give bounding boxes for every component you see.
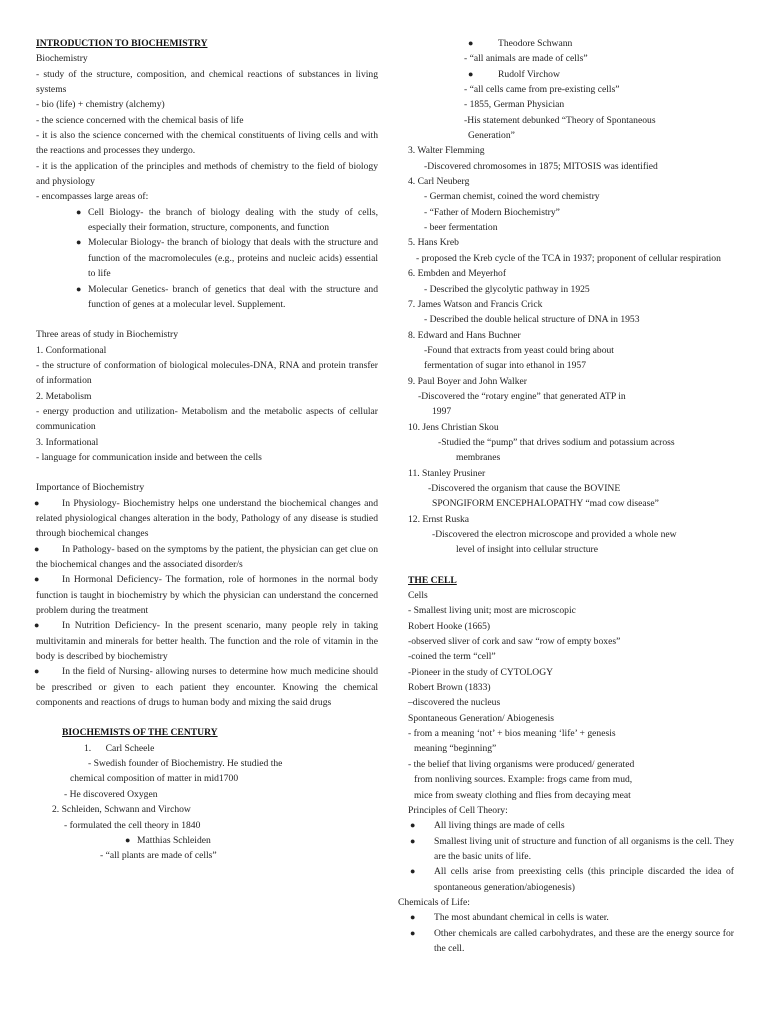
bullet-icon: ● bbox=[410, 866, 416, 877]
scientist-detail: -Found that extracts from yeast could bring about bbox=[424, 344, 614, 356]
trio-cont-list bbox=[408, 36, 734, 51]
bullet-icon: ● bbox=[410, 835, 416, 846]
cell-line: from nonliving sources. Example: frogs came from mud, bbox=[414, 774, 633, 786]
scientist-detail: - Described the glycolytic pathway in 1925 bbox=[424, 283, 590, 295]
three-areas-line: 2. Metabolism bbox=[36, 390, 92, 402]
scientist-name: 7. James Watson and Francis Crick bbox=[408, 298, 543, 310]
scientist-name: 6. Embden and Meyerhof bbox=[408, 268, 507, 280]
chem-heading: Chemicals of Life: bbox=[398, 896, 470, 908]
scientist-name: 8. Edward and Hans Buchner bbox=[408, 329, 521, 341]
bullet-icon: ● bbox=[468, 68, 474, 79]
scientist-detail: - “all animals are made of cells” bbox=[464, 53, 588, 65]
list-item: ● Molecular Genetics- branch of genetics that deal with the structure and function of genes at a molecular level. Supplement. bbox=[76, 283, 378, 310]
cell-line: Robert Hooke (1665) bbox=[408, 620, 491, 632]
scientist-detail: - “all plants are made of cells” bbox=[100, 850, 217, 862]
scientist-detail: - “Father of Modern Biochemistry” bbox=[424, 206, 560, 218]
scientist-detail: - He discovered Oxygen bbox=[64, 788, 158, 800]
bullet-icon: ● bbox=[410, 820, 416, 831]
list-item: ● Rudolf Virchow bbox=[498, 67, 734, 82]
intro-term: Biochemistry bbox=[36, 53, 88, 65]
bullet-icon: ● bbox=[34, 574, 40, 585]
bullet-icon: ● bbox=[34, 666, 40, 677]
cell-line: –discovered the nucleus bbox=[408, 697, 501, 709]
cell-line: Cells bbox=[408, 590, 428, 602]
cell-line: Robert Brown (1833) bbox=[408, 682, 491, 694]
scientist-detail: chemical composition of matter in mid1700 bbox=[70, 773, 239, 785]
scientist-name: 1. Carl Scheele bbox=[84, 742, 155, 754]
cell-line: -coined the term “cell” bbox=[408, 651, 496, 663]
list-item: ● In Nutrition Deficiency- In the present scenario, many people rely in taking multivitamin and minerals for better health. The function and the role of vitamin in the body is described by biochemistry bbox=[34, 620, 378, 663]
bullet-icon: ● bbox=[76, 283, 82, 294]
bullet-icon: ● bbox=[76, 237, 82, 248]
list-item: ● In Pathology- based on the symptoms by the patient, the physician can get clue on the biochemical changes and the associated disorder/s bbox=[34, 543, 378, 570]
scientist-detail: 1997 bbox=[432, 406, 452, 418]
left-column bbox=[36, 36, 378, 864]
scientist-detail: - beer fermentation bbox=[424, 222, 498, 234]
bullet-icon: ● bbox=[34, 620, 40, 631]
importance-heading: Importance of Biochemistry bbox=[36, 482, 145, 494]
cell-line: Principles of Cell Theory: bbox=[408, 804, 508, 816]
list-item: ● Theodore Schwann bbox=[498, 36, 734, 51]
scientist-detail: -Discovered the “rotary engine” that generated ATP in bbox=[418, 390, 626, 402]
scientist-detail: - formulated the cell theory in 1840 bbox=[64, 819, 201, 831]
scientist-detail: -Discovered chromosomes in 1875; MITOSIS was identified bbox=[424, 160, 658, 172]
cell-line: -Pioneer in the study of CYTOLOGY bbox=[408, 666, 554, 678]
scientist-detail: -Discovered the electron microscope and provided a whole new bbox=[432, 529, 677, 540]
trio-list bbox=[36, 833, 378, 848]
scientist-detail: Generation” bbox=[468, 130, 515, 142]
scientist-detail: -Studied the “pump” that drives sodium and potassium across bbox=[438, 436, 675, 448]
chem-list bbox=[408, 910, 734, 956]
scientist-detail: - Swedish founder of Biochemistry. He studied the bbox=[88, 758, 283, 770]
three-areas-heading: Three areas of study in Biochemistry bbox=[36, 329, 178, 341]
cell-line: - from a meaning ‘not’ + bios meaning ‘life’ + genesis bbox=[408, 728, 616, 740]
scientist-detail: fermentation of sugar into ethanol in 1957 bbox=[424, 360, 586, 372]
right-column bbox=[398, 36, 734, 956]
scientist-detail: membranes bbox=[456, 452, 501, 464]
scientist-detail: SPONGIFORM ENCEPHALOPATHY “mad cow disease” bbox=[432, 498, 659, 510]
list-item: ● Matthias Schleiden bbox=[137, 833, 378, 848]
scientist-detail: -Discovered the organism that cause the BOVINE bbox=[428, 482, 621, 494]
scientist-name: 4. Carl Neuberg bbox=[408, 176, 470, 188]
bullet-icon: ● bbox=[410, 927, 416, 938]
list-item: ● All living things are made of cells bbox=[434, 818, 734, 833]
areas-list bbox=[36, 205, 378, 312]
list-item: ● Other chemicals are called carbohydrates, and these are the energy source for the cell. bbox=[410, 927, 734, 954]
list-item: ● The most abundant chemical in cells is water. bbox=[434, 910, 734, 925]
importance-list bbox=[36, 496, 378, 711]
three-areas-line: - energy production and utilization- Metabolism and the metabolic aspects of cellular communication bbox=[36, 405, 378, 433]
list-item: ● In Hormonal Deficiency- The formation, role of hormones in the normal body function is taught in biochemistry by which the physician can understand the concerned problem during the treatment bbox=[34, 574, 378, 617]
scientist-name: 3. Walter Flemming bbox=[408, 145, 485, 157]
cell-title: THE CELL bbox=[408, 574, 457, 586]
scientist-detail: level of insight into cellular structure bbox=[456, 544, 598, 556]
list-item: ● Molecular Biology- the branch of biology that deals with the structure and function of the macromolecules (e.g., proteins and nucleic acids) essential to life bbox=[76, 237, 378, 280]
scientist-detail: -His statement debunked “Theory of Spontaneous bbox=[464, 114, 656, 126]
intro-line: - study of the structure, composition, and chemical reactions of substances in living systems bbox=[36, 68, 378, 96]
three-areas-line: - language for communication inside and between the cells bbox=[36, 451, 262, 463]
three-areas-line: - the structure of conformation of biological molecules-DNA, RNA and protein transfer of information bbox=[36, 359, 378, 387]
cell-line: Spontaneous Generation/ Abiogenesis bbox=[408, 712, 555, 724]
scientist-detail: - 1855, German Physician bbox=[464, 99, 565, 111]
intro-title: INTRODUCTION TO BIOCHEMISTRY bbox=[36, 38, 208, 49]
scientist-name: 10. Jens Christian Skou bbox=[408, 421, 499, 433]
intro-line: - encompasses large areas of: bbox=[36, 191, 149, 203]
bullet-icon: ● bbox=[125, 834, 131, 845]
intro-line: - it is also the science concerned with the chemical constituents of living cells and with the reactions and processes they undergo. bbox=[36, 130, 378, 157]
cell-line: -observed sliver of cork and saw “row of empty boxes” bbox=[408, 636, 621, 648]
intro-line: - it is the application of the principles and methods of chemistry to the field of biology and physiology bbox=[36, 160, 378, 188]
cell-line: meaning “beginning” bbox=[414, 743, 497, 755]
biochemists-title: BIOCHEMISTS OF THE CENTURY bbox=[62, 727, 218, 739]
scientist-name: 2. Schleiden, Schwann and Virchow bbox=[52, 804, 191, 816]
scientist-detail: - “all cells came from pre-existing cells” bbox=[464, 84, 620, 96]
bullet-icon: ● bbox=[410, 912, 416, 923]
cell-line: - Smallest living unit; most are microscopic bbox=[408, 605, 576, 617]
scientist-detail: - Described the double helical structure of DNA in 1953 bbox=[424, 314, 640, 326]
scientist-name: 5. Hans Kreb bbox=[408, 237, 459, 249]
scientist-detail: - German chemist, coined the word chemistry bbox=[424, 191, 600, 203]
list-item: ● In the field of Nursing- allowing nurses to determine how much medicine should be prescribed or given to each patient they encounter. Knowing the chemical components and reactions of drugs to human body and mixing the said drugs bbox=[34, 666, 378, 709]
principles-list bbox=[408, 818, 734, 895]
list-item: ● Smallest living unit of structure and function of all organisms is the cell. They are the basic units of life. bbox=[410, 835, 734, 862]
list-item: ● All cells arise from preexisting cells (this principle discarded the idea of spontaneous generation/abiogenesis) bbox=[410, 866, 734, 893]
bullet-icon: ● bbox=[76, 206, 82, 217]
bullet-icon: ● bbox=[34, 497, 40, 508]
scientist-name: 11. Stanley Prusiner bbox=[408, 467, 486, 479]
list-item: ● Cell Biology- the branch of biology dealing with the study of cells, especially their formation, structure, components, and function bbox=[76, 206, 378, 234]
three-areas-line: 1. Conformational bbox=[36, 344, 107, 356]
trio-cont-list bbox=[408, 67, 734, 82]
scientist-name: 9. Paul Boyer and John Walker bbox=[408, 375, 527, 387]
intro-line: - bio (life) + chemistry (alchemy) bbox=[36, 99, 165, 111]
three-areas-line: 3. Informational bbox=[36, 436, 99, 448]
scientist-detail: - proposed the Kreb cycle of the TCA in 1937; proponent of cellular respiration bbox=[416, 252, 721, 264]
list-item: ● In Physiology- Biochemistry helps one understand the biochemical changes and related physiological changes alteration in the body, Pathology of any disease is studied through biochemical changes bbox=[34, 497, 378, 540]
cell-line: mice from sweaty clothing and flies from decaying meat bbox=[414, 789, 631, 801]
scientist-name: 12. Ernst Ruska bbox=[408, 513, 470, 525]
bullet-icon: ● bbox=[468, 38, 474, 48]
bullet-icon: ● bbox=[34, 543, 40, 554]
cell-line: - the belief that living organisms were produced/ generated bbox=[408, 758, 635, 770]
intro-line: - the science concerned with the chemical basis of life bbox=[36, 114, 244, 126]
